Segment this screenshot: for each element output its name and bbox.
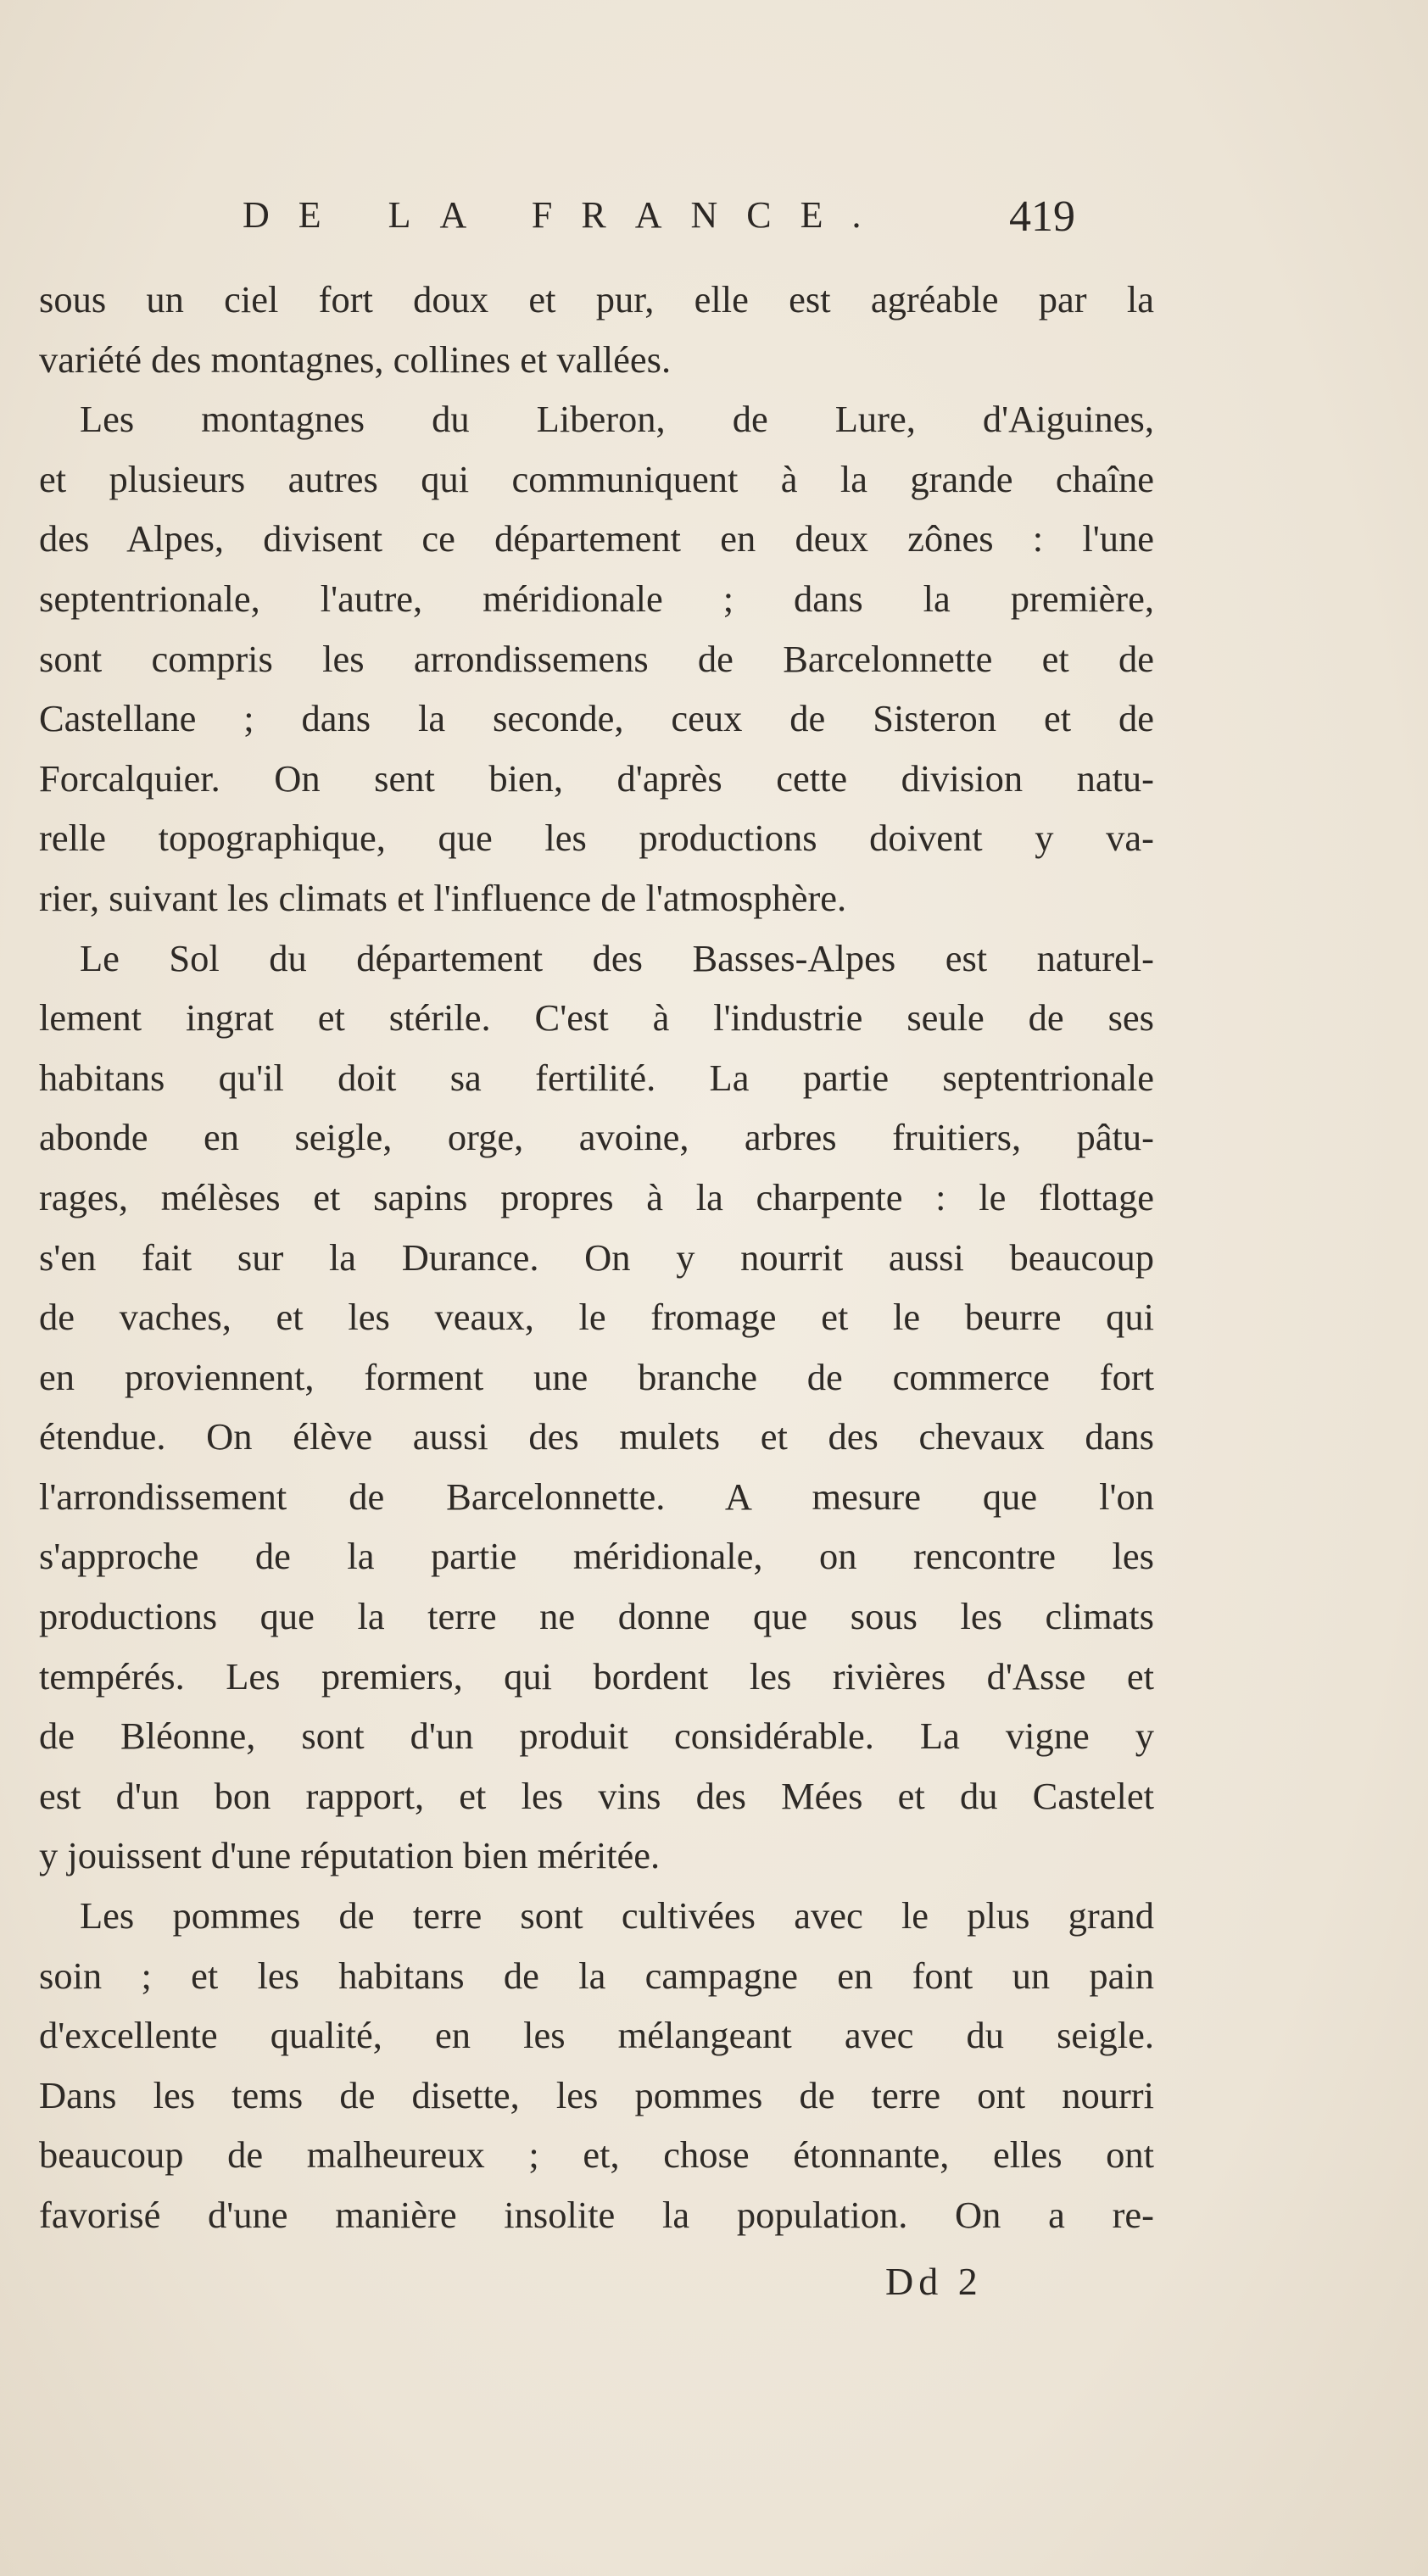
text-line: tempérés. Les premiers, qui bordent les rivières d'Asse et xyxy=(39,1654,1154,1698)
text-line: en proviennent, forment une branche de commerce fort xyxy=(39,1355,1154,1398)
text-line: l'arrondissement de Barcelonnette. A mesure que l'on xyxy=(39,1475,1154,1518)
text-line: Castellane ; dans la seconde, ceux de Sisteron et de xyxy=(39,697,1154,740)
text-line: s'approche de la partie méridionale, on rencontre les xyxy=(39,1535,1154,1578)
text-line: de vaches, et les veaux, le fromage et le beurre qui xyxy=(39,1296,1154,1339)
text-line: septentrionale, l'autre, méridionale ; dans la première, xyxy=(39,577,1154,620)
text-line: productions que la terre ne donne que sous les climats xyxy=(39,1595,1154,1638)
text-line: de Bléonne, sont d'un produit considérable. La vigne y xyxy=(39,1715,1154,1758)
page-header xyxy=(0,193,1428,261)
text-line: rages, mélèses et sapins propres à la charpente : le flottage xyxy=(39,1175,1154,1218)
text-line: lement ingrat et stérile. C'est à l'industrie seule de ses xyxy=(39,996,1154,1040)
text-line: étendue. On élève aussi des mulets et des chevaux dans xyxy=(39,1415,1154,1458)
text-line: abonde en seigle, orge, avoine, arbres fruitiers, pâtu- xyxy=(39,1116,1154,1159)
text-line: Les montagnes du Liberon, de Lure, d'Aiguines, xyxy=(80,398,1154,441)
text-line: Forcalquier. On sent bien, d'après cette division natu- xyxy=(39,756,1154,800)
running-head: DE LA FRANCE. xyxy=(243,194,890,236)
text-line: y jouissent d'une réputation bien méritée. xyxy=(39,1834,661,1877)
text-line: d'excellente qualité, en les mélangeant avec du seigle. xyxy=(39,2014,1154,2057)
text-line: soin ; et les habitans de la campagne en font un pain xyxy=(39,1954,1154,1997)
text-line: des Alpes, divisent ce département en deux zônes : l'une xyxy=(39,517,1154,560)
text-line: s'en fait sur la Durance. On y nourrit aussi beaucoup xyxy=(39,1235,1154,1279)
text-line: variété des montagnes, collines et vallées. xyxy=(39,337,672,381)
text-line: rier, suivant les climats et l'influence de l'atmosphère. xyxy=(39,876,847,919)
text-line: Les pommes de terre sont cultivées avec le plus grand xyxy=(80,1894,1154,1938)
signature-mark: Dd 2 xyxy=(885,2260,983,2303)
text-line: habitans qu'il doit sa fertilité. La partie septentrionale xyxy=(39,1056,1154,1099)
text-line: sous un ciel fort doux et pur, elle est agréable par la xyxy=(39,278,1154,321)
text-line: Dans les tems de disette, les pommes de terre ont nourri xyxy=(39,2073,1154,2116)
text-line: relle topographique, que les productions doivent y va- xyxy=(39,817,1154,860)
text-line: Le Sol du département des Basses-Alpes est naturel- xyxy=(80,936,1154,979)
text-line: beaucoup de malheureux ; et, chose étonnante, elles ont xyxy=(39,2133,1154,2177)
body-text xyxy=(39,270,1154,2245)
text-line: favorisé d'une manière insolite la population. On a re- xyxy=(39,2194,1154,2236)
text-line: sont compris les arrondissemens de Barcelonnette et de xyxy=(39,637,1154,680)
page-number: 419 xyxy=(1009,192,1075,241)
text-line: et plusieurs autres qui communiquent à la grande chaîne xyxy=(39,457,1154,500)
text-line: est d'un bon rapport, et les vins des Mées et du Castelet xyxy=(39,1774,1154,1817)
